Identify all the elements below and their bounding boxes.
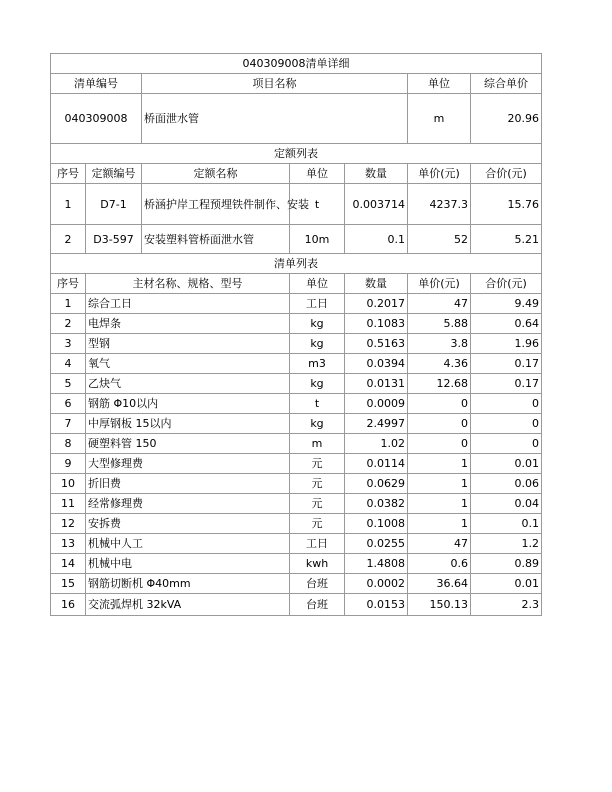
materials-qty: 0.0255 <box>345 534 408 554</box>
materials-qty: 0.0629 <box>345 474 408 494</box>
materials-price: 12.68 <box>408 374 471 394</box>
materials-qty: 1.4808 <box>345 554 408 574</box>
materials-unit: m3 <box>290 354 345 374</box>
materials-no: 1 <box>51 294 86 314</box>
quota-price: 4237.3 <box>408 184 471 225</box>
materials-qty: 0.0114 <box>345 454 408 474</box>
quota-code-header: 定额编号 <box>86 164 142 184</box>
materials-price: 1 <box>408 514 471 534</box>
bill-unit-header: 单位 <box>408 74 471 94</box>
quota-code: D3-597 <box>86 225 142 254</box>
materials-row <box>51 394 542 414</box>
materials-unit-header: 单位 <box>290 274 345 294</box>
quota-price-header: 单价(元) <box>408 164 471 184</box>
materials-no-header: 序号 <box>51 274 86 294</box>
materials-total: 0.06 <box>471 474 542 494</box>
bill-name-header: 项目名称 <box>142 74 408 94</box>
materials-no: 5 <box>51 374 86 394</box>
materials-row <box>51 554 542 574</box>
materials-row <box>51 434 542 454</box>
bill-title: 040309008清单详细 <box>51 54 542 74</box>
materials-no: 7 <box>51 414 86 434</box>
materials-price-header: 单价(元) <box>408 274 471 294</box>
quota-title: 定额列表 <box>51 144 542 164</box>
materials-name: 钢筋切断机 Φ40mm <box>86 574 290 594</box>
materials-name: 机械中人工 <box>86 534 290 554</box>
materials-total: 0.89 <box>471 554 542 574</box>
materials-qty-header: 数量 <box>345 274 408 294</box>
materials-price: 47 <box>408 294 471 314</box>
materials-no: 15 <box>51 574 86 594</box>
bill-price: 20.96 <box>471 94 542 144</box>
materials-no: 14 <box>51 554 86 574</box>
materials-total: 0 <box>471 414 542 434</box>
quota-title-row <box>51 144 542 164</box>
materials-row <box>51 494 542 514</box>
materials-name: 钢筋 Φ10以内 <box>86 394 290 414</box>
materials-price: 36.64 <box>408 574 471 594</box>
bill-row <box>51 94 542 144</box>
materials-name-header: 主材名称、规格、型号 <box>86 274 290 294</box>
materials-unit: 工日 <box>290 294 345 314</box>
materials-name: 综合工日 <box>86 294 290 314</box>
materials-row <box>51 294 542 314</box>
materials-total: 0 <box>471 394 542 414</box>
materials-unit: kg <box>290 314 345 334</box>
materials-qty: 0.0382 <box>345 494 408 514</box>
materials-title: 清单列表 <box>51 254 542 274</box>
quota-no-header: 序号 <box>51 164 86 184</box>
materials-unit: 元 <box>290 514 345 534</box>
materials-name: 经常修理费 <box>86 494 290 514</box>
materials-no: 2 <box>51 314 86 334</box>
bill-unit: m <box>408 94 471 144</box>
materials-title-row <box>51 254 542 274</box>
materials-price: 0.6 <box>408 554 471 574</box>
quota-price: 52 <box>408 225 471 254</box>
materials-price: 0 <box>408 414 471 434</box>
quota-code: D7-1 <box>86 184 142 225</box>
quota-total: 5.21 <box>471 225 542 254</box>
materials-name: 折旧费 <box>86 474 290 494</box>
materials-no: 13 <box>51 534 86 554</box>
materials-no: 6 <box>51 394 86 414</box>
quota-row <box>51 225 542 254</box>
materials-price: 1 <box>408 454 471 474</box>
quota-unit: t <box>290 184 345 225</box>
materials-unit: 台班 <box>290 594 345 616</box>
bill-price-header: 综合单价 <box>471 74 542 94</box>
materials-price: 0 <box>408 434 471 454</box>
materials-name: 交流弧焊机 32kVA <box>86 594 290 616</box>
materials-qty: 0.5163 <box>345 334 408 354</box>
materials-total: 2.3 <box>471 594 542 616</box>
materials-qty: 2.4997 <box>345 414 408 434</box>
materials-total-header: 合价(元) <box>471 274 542 294</box>
materials-name: 乙炔气 <box>86 374 290 394</box>
materials-row <box>51 534 542 554</box>
materials-qty: 0.1083 <box>345 314 408 334</box>
quota-row <box>51 184 542 225</box>
quota-total-header: 合价(元) <box>471 164 542 184</box>
materials-name: 安拆费 <box>86 514 290 534</box>
materials-unit: kg <box>290 374 345 394</box>
materials-total: 1.2 <box>471 534 542 554</box>
materials-price: 3.8 <box>408 334 471 354</box>
materials-unit: kg <box>290 414 345 434</box>
materials-unit: 台班 <box>290 574 345 594</box>
bill-code-header: 清单编号 <box>51 74 142 94</box>
materials-row <box>51 334 542 354</box>
materials-price: 1 <box>408 474 471 494</box>
materials-no: 8 <box>51 434 86 454</box>
materials-no: 4 <box>51 354 86 374</box>
materials-unit: 元 <box>290 454 345 474</box>
quota-qty-header: 数量 <box>345 164 408 184</box>
materials-name: 机械中电 <box>86 554 290 574</box>
materials-total: 1.96 <box>471 334 542 354</box>
materials-price: 5.88 <box>408 314 471 334</box>
materials-row <box>51 374 542 394</box>
materials-row <box>51 574 542 594</box>
materials-total: 9.49 <box>471 294 542 314</box>
materials-no: 10 <box>51 474 86 494</box>
materials-qty: 0.1008 <box>345 514 408 534</box>
materials-unit: 元 <box>290 474 345 494</box>
materials-total: 0.17 <box>471 374 542 394</box>
quota-total: 15.76 <box>471 184 542 225</box>
materials-no: 3 <box>51 334 86 354</box>
materials-row <box>51 474 542 494</box>
materials-name: 硬塑料管 150 <box>86 434 290 454</box>
materials-no: 9 <box>51 454 86 474</box>
materials-row <box>51 354 542 374</box>
quota-qty: 0.003714 <box>345 184 408 225</box>
materials-total: 0.01 <box>471 574 542 594</box>
bill-title-row <box>51 54 542 74</box>
materials-price: 150.13 <box>408 594 471 616</box>
materials-unit: t <box>290 394 345 414</box>
materials-no: 16 <box>51 594 86 616</box>
quota-no: 1 <box>51 184 86 225</box>
materials-unit: kg <box>290 334 345 354</box>
materials-total: 0.64 <box>471 314 542 334</box>
bill-header-row <box>51 74 542 94</box>
materials-name: 大型修理费 <box>86 454 290 474</box>
quota-unit-header: 单位 <box>290 164 345 184</box>
quota-unit: 10m <box>290 225 345 254</box>
materials-price: 47 <box>408 534 471 554</box>
quota-qty: 0.1 <box>345 225 408 254</box>
materials-total: 0.01 <box>471 454 542 474</box>
materials-row <box>51 414 542 434</box>
materials-row <box>51 314 542 334</box>
materials-name: 型钢 <box>86 334 290 354</box>
bill-detail-table <box>50 53 542 616</box>
materials-row <box>51 454 542 474</box>
materials-unit: m <box>290 434 345 454</box>
materials-unit: 工日 <box>290 534 345 554</box>
quota-no: 2 <box>51 225 86 254</box>
materials-qty: 0.0394 <box>345 354 408 374</box>
materials-header-row <box>51 274 542 294</box>
quota-header-row <box>51 164 542 184</box>
materials-price: 1 <box>408 494 471 514</box>
quota-name: 桥涵护岸工程预埋铁件制作、安装 <box>142 184 290 225</box>
materials-name: 电焊条 <box>86 314 290 334</box>
materials-qty: 0.0131 <box>345 374 408 394</box>
bill-code: 040309008 <box>51 94 142 144</box>
materials-total: 0 <box>471 434 542 454</box>
materials-unit: kwh <box>290 554 345 574</box>
materials-no: 12 <box>51 514 86 534</box>
materials-price: 4.36 <box>408 354 471 374</box>
materials-total: 0.17 <box>471 354 542 374</box>
materials-name: 中厚钢板 15以内 <box>86 414 290 434</box>
materials-name: 氧气 <box>86 354 290 374</box>
materials-row <box>51 514 542 534</box>
materials-qty: 0.0153 <box>345 594 408 616</box>
bill-name: 桥面泄水管 <box>142 94 408 144</box>
materials-unit: 元 <box>290 494 345 514</box>
quota-name: 安装塑料管桥面泄水管 <box>142 225 290 254</box>
materials-qty: 0.0002 <box>345 574 408 594</box>
materials-total: 0.1 <box>471 514 542 534</box>
materials-total: 0.04 <box>471 494 542 514</box>
materials-price: 0 <box>408 394 471 414</box>
quota-name-header: 定额名称 <box>142 164 290 184</box>
materials-qty: 0.2017 <box>345 294 408 314</box>
materials-row <box>51 594 542 616</box>
materials-qty: 0.0009 <box>345 394 408 414</box>
materials-no: 11 <box>51 494 86 514</box>
materials-qty: 1.02 <box>345 434 408 454</box>
